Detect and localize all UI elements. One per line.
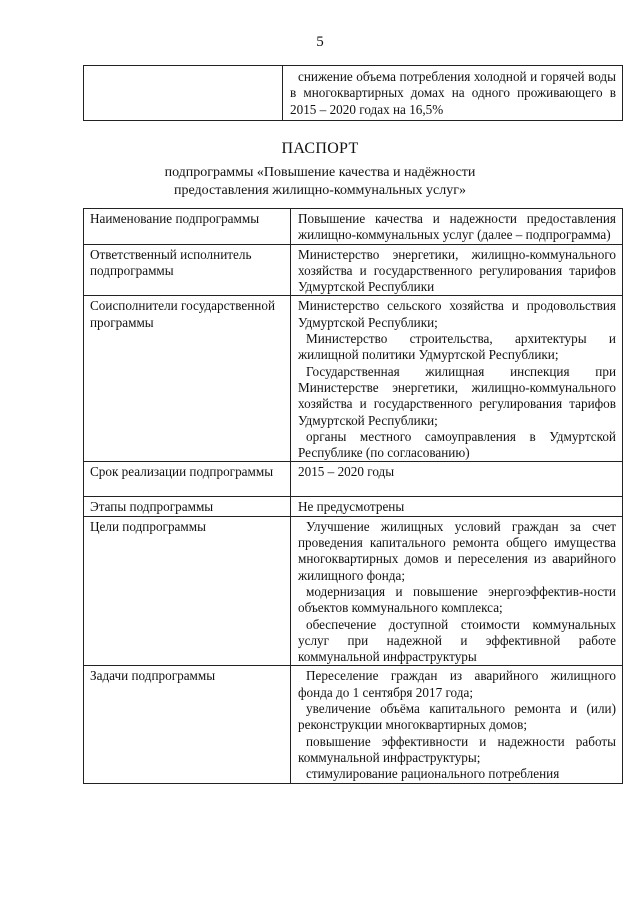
continuation-text: снижение объема потребления холодной и горячей воды в многоквартирных домах на одного проживающего в 2015 – 2020 годах на 16,5% — [283, 66, 623, 121]
table-row-coexecutors — [84, 296, 623, 462]
value-paragraph: обеспечение доступной стоимости коммунальных услуг при надежной и эффективной работе коммунальной инфраструктуры — [298, 616, 616, 665]
document-subtitle-line-1: подпрограммы «Повышение качества и надёжности — [164, 165, 476, 180]
table-row-stages — [84, 497, 623, 516]
row-value — [291, 209, 623, 245]
table-row-executor — [84, 244, 623, 296]
table-row — [84, 66, 623, 121]
table-row-goals — [84, 516, 623, 666]
value-paragraph: Улучшение жилищных условий граждан за счет проведения капитального ремонта общего имущества многоквартирных домов и переселения из аварийного жилищного фонда; — [298, 518, 616, 583]
row-value — [291, 462, 623, 497]
value-paragraph: 2015 – 2020 годы — [298, 464, 395, 480]
document-subtitle-line-2: предоставления жилищно-коммунальных услуг» — [174, 183, 466, 198]
document-title: ПАСПОРТ — [281, 140, 359, 157]
value-paragraph: увеличение объёма капитального ремонта и (или) реконструкции многоквартирных домов; — [298, 701, 616, 733]
empty-cell — [84, 66, 283, 121]
value-paragraph: Министерство строительства, архитектуры и жилищной политики Удмуртской Республики; — [298, 331, 616, 363]
passport-heading — [0, 140, 640, 200]
value-paragraph: стимулирование рационального потребления — [306, 766, 560, 782]
table-row-tasks — [84, 666, 623, 783]
value-paragraph: повышение эффективности и надежности работы коммунальной инфраструктуры; — [298, 733, 616, 765]
passport-table — [83, 208, 623, 784]
row-value — [291, 244, 623, 296]
row-value — [291, 296, 623, 462]
row-value — [291, 516, 623, 666]
table-row-name — [84, 209, 623, 245]
value-paragraph: Переселение граждан из аварийного жилищного фонда до 1 сентября 2017 года; — [298, 668, 616, 700]
row-value — [291, 497, 623, 516]
table-row-term — [84, 462, 623, 497]
value-paragraph: Повышение качества и надежности предоставления жилищно-коммунальных услуг (далее – подпрограмма) — [298, 211, 616, 243]
continuation-table — [83, 65, 623, 121]
value-paragraph: Министерство сельского хозяйства и продовольствия Удмуртской Республики; — [298, 298, 616, 330]
row-label: Цели подпрограммы — [84, 516, 291, 666]
row-label: Задачи подпрограммы — [84, 666, 291, 783]
page-number: 5 — [316, 34, 324, 50]
row-value — [291, 666, 623, 783]
row-label: Этапы подпрограммы — [84, 497, 291, 516]
value-paragraph: органы местного самоуправления в Удмуртской Республике (по согласованию) — [298, 428, 616, 461]
value-paragraph: Министерство энергетики, жилищно-коммунального хозяйства и государственного регулирования тарифов Удмуртской Республики — [298, 246, 616, 295]
value-paragraph: модернизация и повышение энергоэффектив-ности объектов коммунального комплекса; — [298, 583, 616, 616]
value-paragraph: Не предусмотрены — [298, 499, 405, 515]
row-label: Наименование подпрограммы — [84, 209, 291, 245]
value-paragraph: Государственная жилищная инспекция при Министерстве энергетики, жилищно-коммунального хозяйства и государственного регулирования тарифов Удмуртской Республики; — [298, 363, 616, 428]
row-label: Ответственный исполнитель подпрограммы — [84, 244, 291, 296]
row-label: Срок реализации подпрограммы — [84, 462, 291, 497]
row-label: Соисполнители государственной программы — [84, 296, 291, 462]
